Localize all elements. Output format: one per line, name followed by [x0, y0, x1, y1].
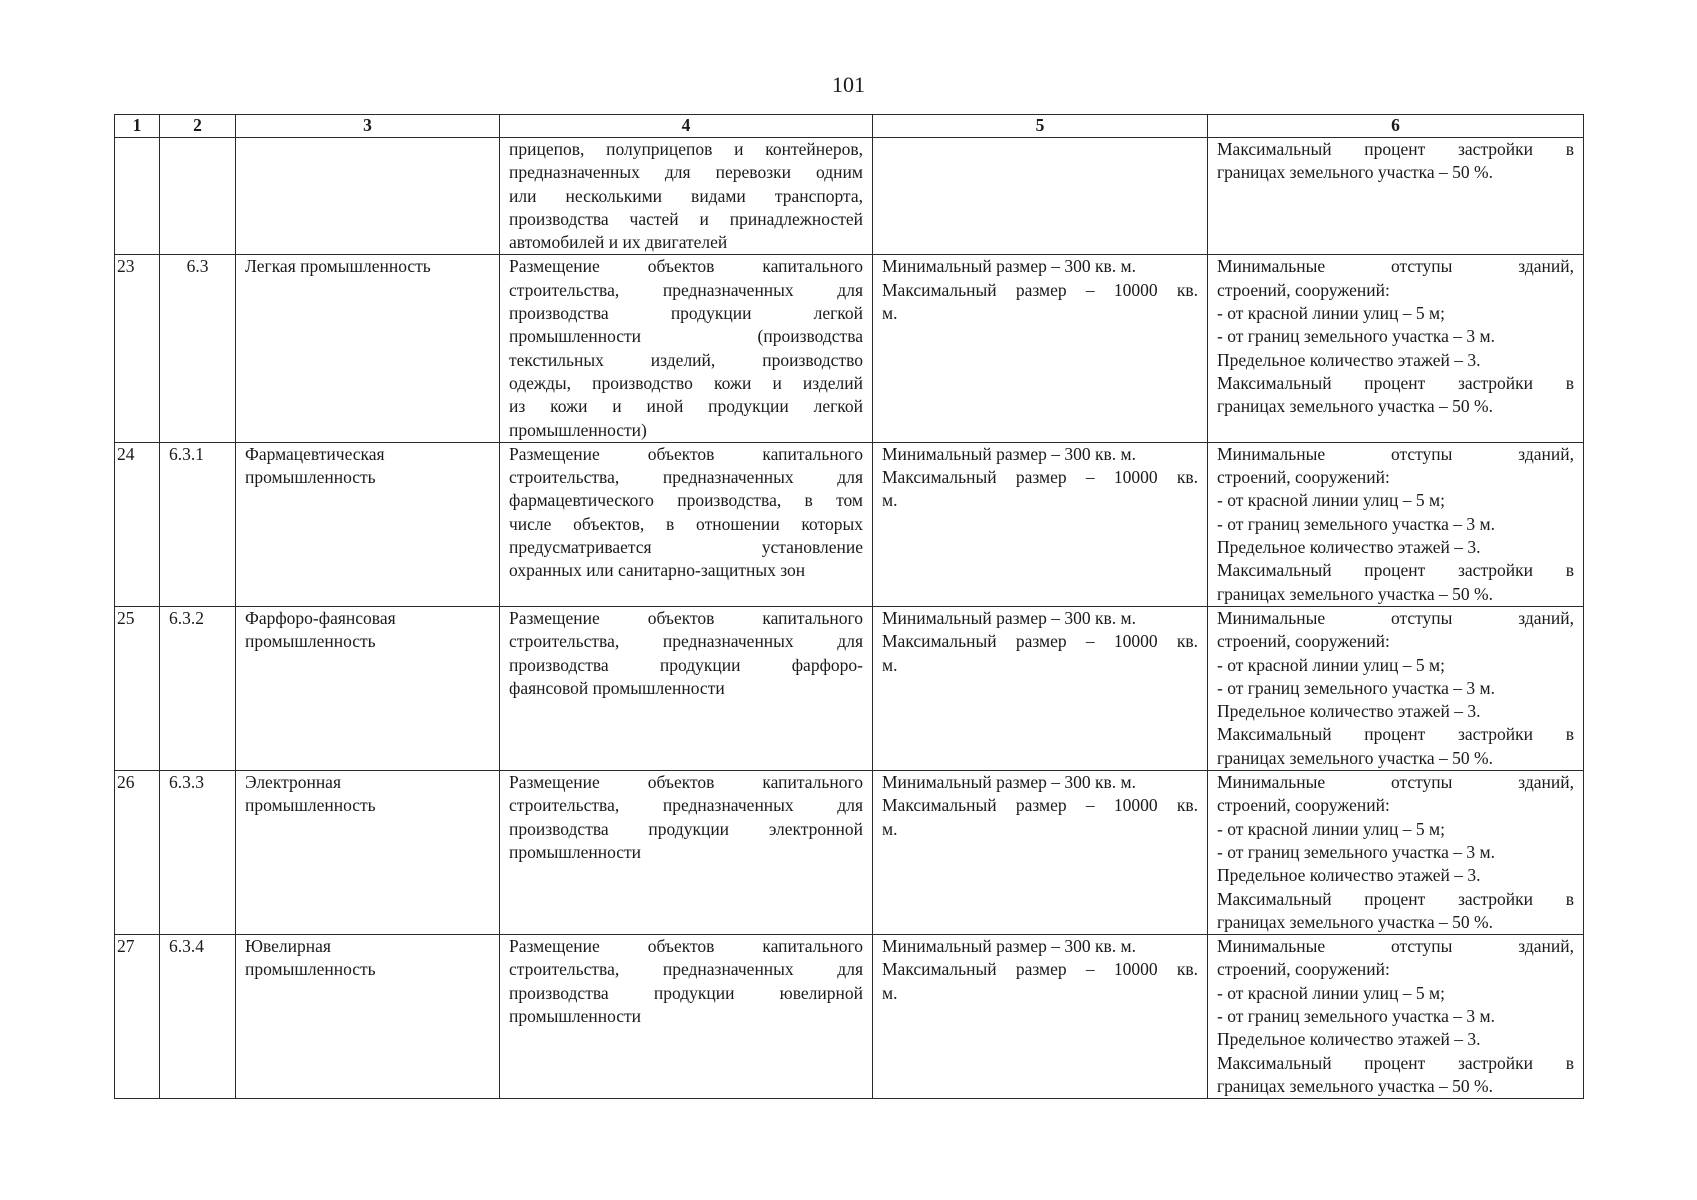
parameter-line: Предельное количество этажей – 3.	[1217, 537, 1481, 558]
description-cell	[500, 138, 873, 255]
description-line: производства продукции легкой	[509, 303, 863, 324]
column-header: 5	[873, 115, 1208, 138]
parameter-line: Минимальные отступы зданий,	[1217, 256, 1574, 277]
column-header: 2	[160, 115, 236, 138]
parameter-line: Минимальные отступы зданий,	[1217, 607, 1574, 628]
description-line: производства частей и принадлежностей	[509, 208, 863, 229]
size-line: м.	[882, 982, 898, 1003]
description-line: строительства, предназначенных для	[509, 795, 863, 816]
description-line: Размещение объектов капитального	[509, 443, 863, 464]
parameter-line: границах земельного участка – 50 %.	[1217, 396, 1493, 417]
parameter-line: строений, сооружений:	[1217, 467, 1390, 488]
name-cell	[236, 138, 500, 255]
table-row	[115, 442, 1584, 606]
column-header: 3	[236, 115, 500, 138]
size-line: Минимальный размер – 300 кв. м.	[882, 256, 1136, 277]
description-cell	[500, 606, 873, 770]
description-line: строительства, предназначенных для	[509, 631, 863, 652]
description-line: охранных или санитарно-защитных зон	[509, 560, 806, 581]
size-cell	[873, 606, 1208, 770]
parameter-line: - от границ земельного участка – 3 м.	[1217, 677, 1495, 698]
description-line: фармацевтического производства, в том	[509, 490, 863, 511]
parameter-line: - от границ земельного участка – 3 м.	[1217, 841, 1495, 862]
parameter-line: Максимальный процент застройки в	[1217, 1052, 1574, 1073]
row-number-cell: 27	[115, 935, 160, 1099]
parameter-line: Максимальный процент застройки в	[1217, 372, 1574, 393]
code-cell	[160, 138, 236, 255]
parameter-line: Предельное количество этажей – 3.	[1217, 865, 1481, 886]
description-line: Размещение объектов капитального	[509, 256, 863, 277]
parameter-line: Минимальные отступы зданий,	[1217, 936, 1574, 957]
parameter-line: - от красной линии улиц – 5 м;	[1217, 818, 1445, 839]
parameters-cell	[1208, 442, 1584, 606]
parameter-line: Максимальный процент застройки в	[1217, 139, 1574, 159]
parameter-line: - от границ земельного участка – 3 м.	[1217, 326, 1495, 347]
size-line: Минимальный размер – 300 кв. м.	[882, 936, 1136, 957]
name-line: промышленность	[245, 795, 376, 816]
description-line: Размещение объектов капитального	[509, 772, 863, 793]
size-line: Максимальный размер – 10000 кв.	[882, 631, 1198, 652]
size-line: м.	[882, 818, 898, 839]
size-cell	[873, 935, 1208, 1099]
row-number-cell: 24	[115, 442, 160, 606]
name-cell	[236, 442, 500, 606]
name-line: Электронная	[245, 772, 342, 793]
code-cell: 6.3.1	[160, 442, 236, 606]
description-line: предусматривается установление	[509, 537, 863, 558]
code-cell: 6.3.4	[160, 935, 236, 1099]
size-line: м.	[882, 490, 898, 511]
size-line: Минимальный размер – 300 кв. м.	[882, 443, 1136, 464]
description-line: строительства, предназначенных для	[509, 959, 863, 980]
parameter-line: - от красной линии улиц – 5 м;	[1217, 982, 1445, 1003]
parameter-line: - от границ земельного участка – 3 м.	[1217, 513, 1495, 534]
zoning-table	[114, 114, 1584, 1099]
table-row-continuation	[115, 138, 1584, 255]
parameters-cell	[1208, 935, 1584, 1099]
table-header-row	[115, 115, 1584, 138]
row-number-cell: 23	[115, 255, 160, 442]
table-body	[115, 138, 1584, 1099]
description-cell	[500, 255, 873, 442]
parameter-line: строений, сооружений:	[1217, 631, 1390, 652]
parameter-line: границах земельного участка – 50 %.	[1217, 747, 1493, 768]
description-line: числе объектов, в отношении которых	[509, 513, 863, 534]
parameters-cell	[1208, 606, 1584, 770]
size-cell	[873, 255, 1208, 442]
size-line: Максимальный размер – 10000 кв.	[882, 959, 1198, 980]
description-cell	[500, 771, 873, 935]
size-line: Минимальный размер – 300 кв. м.	[882, 772, 1136, 793]
parameter-line: границах земельного участка – 50 %.	[1217, 1075, 1493, 1096]
name-cell	[236, 771, 500, 935]
description-line: автомобилей и их двигателей	[509, 232, 728, 253]
code-cell: 6.3.2	[160, 606, 236, 770]
size-cell	[873, 442, 1208, 606]
description-line: Размещение объектов капитального	[509, 607, 863, 628]
column-header: 1	[115, 115, 160, 138]
parameters-cell	[1208, 138, 1584, 255]
size-line: Максимальный размер – 10000 кв.	[882, 279, 1198, 300]
parameters-cell	[1208, 255, 1584, 442]
parameters-cell	[1208, 771, 1584, 935]
name-line: промышленность	[245, 631, 376, 652]
row-number-cell: 25	[115, 606, 160, 770]
name-cell	[236, 935, 500, 1099]
parameter-line: - от границ земельного участка – 3 м.	[1217, 1005, 1495, 1026]
parameter-line: Минимальные отступы зданий,	[1217, 443, 1574, 464]
code-cell: 6.3.3	[160, 771, 236, 935]
parameter-line: строений, сооружений:	[1217, 279, 1390, 300]
parameter-line: Максимальный процент застройки в	[1217, 724, 1574, 745]
name-line: Фарфоро-фаянсовая	[245, 607, 396, 628]
parameter-line: строений, сооружений:	[1217, 795, 1390, 816]
description-line: промышленности	[509, 1005, 642, 1026]
parameter-line: Предельное количество этажей – 3.	[1217, 349, 1481, 370]
name-cell	[236, 606, 500, 770]
row-number-cell	[115, 138, 160, 255]
parameter-line: границах земельного участка – 50 %.	[1217, 583, 1493, 604]
description-line: промышленности (производства	[509, 326, 863, 347]
parameter-line: Максимальный процент застройки в	[1217, 560, 1574, 581]
column-header: 4	[500, 115, 873, 138]
description-line: производства продукции ювелирной	[509, 982, 863, 1003]
description-line: промышленности	[509, 841, 642, 862]
size-line: Максимальный размер – 10000 кв.	[882, 795, 1198, 816]
size-line: Минимальный размер – 300 кв. м.	[882, 607, 1136, 628]
description-line: Размещение объектов капитального	[509, 936, 863, 957]
description-line: прицепов, полуприцепов и контейнеров,	[509, 139, 863, 159]
parameter-line: - от красной линии улиц – 5 м;	[1217, 490, 1445, 511]
description-line: фаянсовой промышленности	[509, 677, 725, 698]
size-cell	[873, 138, 1208, 255]
parameter-line: Предельное количество этажей – 3.	[1217, 1029, 1481, 1050]
code-cell: 6.3	[160, 255, 236, 442]
size-cell	[873, 771, 1208, 935]
description-line: предназначенных для перевозки одним	[509, 162, 863, 183]
name-cell	[236, 255, 500, 442]
size-line: м.	[882, 654, 898, 675]
name-line: промышленность	[245, 959, 376, 980]
parameter-line: Минимальные отступы зданий,	[1217, 772, 1574, 793]
table-row	[115, 935, 1584, 1099]
description-line: одежды, производство кожи и изделий	[509, 372, 863, 393]
description-line: или несколькими видами транспорта,	[509, 185, 863, 206]
name-line: Ювелирная	[245, 936, 331, 957]
description-line: промышленности)	[509, 419, 647, 440]
description-cell	[500, 442, 873, 606]
table-row	[115, 771, 1584, 935]
page-number: 101	[832, 72, 865, 97]
parameter-line: строений, сооружений:	[1217, 959, 1390, 980]
table-row	[115, 255, 1584, 442]
size-line: м.	[882, 303, 898, 324]
size-line: Максимальный размер – 10000 кв.	[882, 467, 1198, 488]
parameter-line: границах земельного участка – 50 %.	[1217, 162, 1493, 183]
description-line: из кожи и иной продукции легкой	[509, 396, 863, 417]
description-cell	[500, 935, 873, 1099]
parameter-line: - от красной линии улиц – 5 м;	[1217, 303, 1445, 324]
description-line: текстильных изделий, производство	[509, 349, 863, 370]
parameter-line: - от красной линии улиц – 5 м;	[1217, 654, 1445, 675]
parameter-line: Предельное количество этажей – 3.	[1217, 701, 1481, 722]
row-number-cell: 26	[115, 771, 160, 935]
parameter-line: Максимальный процент застройки в	[1217, 888, 1574, 909]
column-header: 6	[1208, 115, 1584, 138]
description-line: производства продукции электронной	[509, 818, 863, 839]
description-line: производства продукции фарфоро-	[509, 654, 863, 675]
name-line: промышленность	[245, 467, 376, 488]
name-line: Фармацевтическая	[245, 443, 385, 464]
table-row	[115, 606, 1584, 770]
parameter-line: границах земельного участка – 50 %.	[1217, 911, 1493, 932]
description-line: строительства, предназначенных для	[509, 279, 863, 300]
description-line: строительства, предназначенных для	[509, 467, 863, 488]
name-line: Легкая промышленность	[245, 256, 431, 277]
